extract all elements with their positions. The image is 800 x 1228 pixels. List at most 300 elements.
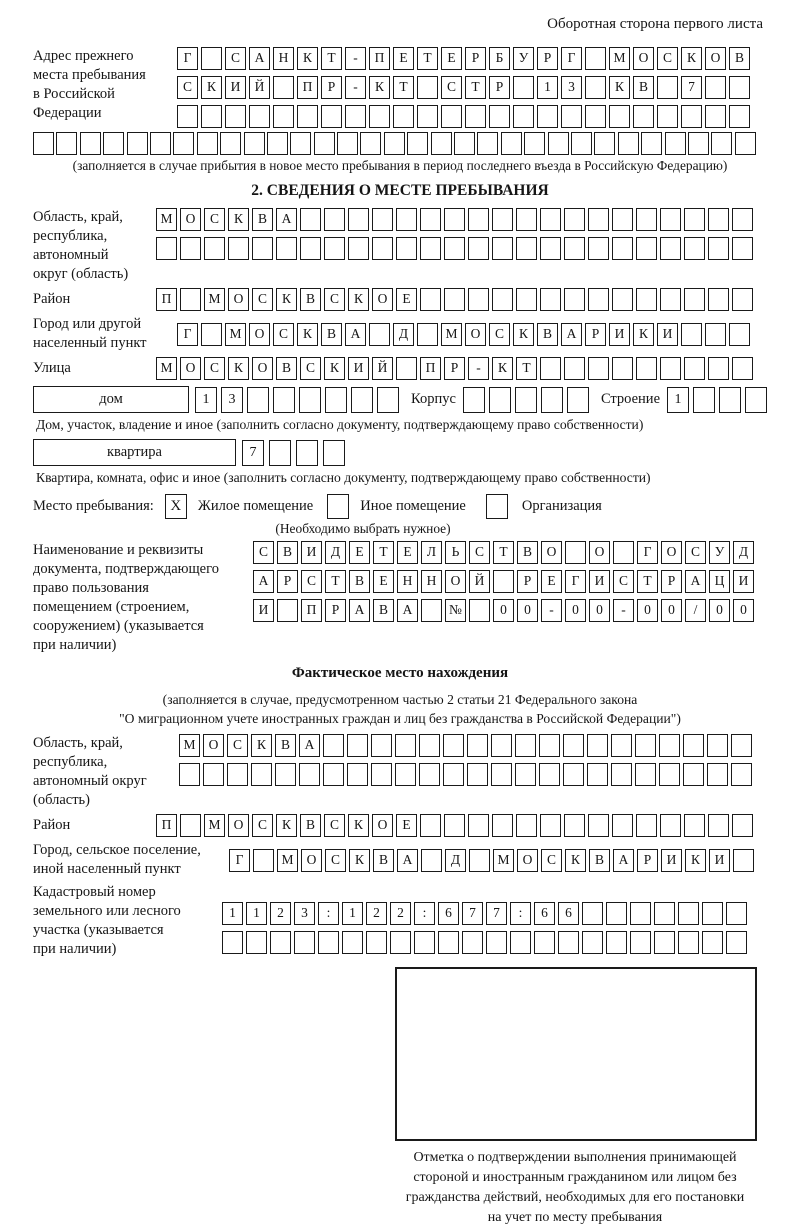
char-cell: Г — [177, 323, 198, 346]
text-line: документа, подтверждающего — [33, 561, 219, 577]
char-cell: К — [228, 357, 249, 380]
char-cell — [372, 208, 393, 231]
char-cell: С — [489, 323, 510, 346]
char-cell: О — [372, 814, 393, 837]
char-cell — [222, 931, 243, 954]
char-cell — [204, 237, 225, 260]
char-cell — [683, 734, 704, 757]
char-cell: М — [225, 323, 246, 346]
char-cell — [321, 105, 342, 128]
char-cell: Р — [465, 47, 486, 70]
char-cell — [684, 357, 705, 380]
char-cell — [469, 599, 490, 622]
char-cell: О — [517, 849, 538, 872]
char-cell — [729, 76, 750, 99]
char-cell: А — [253, 570, 274, 593]
stamp-caption — [363, 1148, 787, 1228]
char-cell: Т — [321, 47, 342, 70]
char-cell — [540, 288, 561, 311]
char-cell — [347, 734, 368, 757]
char-cell — [567, 387, 589, 413]
char-cell — [390, 931, 411, 954]
text-line: населенный пункт — [33, 335, 147, 351]
char-cell — [469, 849, 490, 872]
char-cell — [347, 763, 368, 786]
char-cell — [296, 440, 318, 466]
char-cell — [636, 237, 657, 260]
char-cell — [708, 288, 729, 311]
char-grid-row — [177, 323, 750, 346]
char-cell: О — [705, 47, 726, 70]
field-gorod — [33, 315, 767, 353]
char-cell: 2 — [390, 902, 411, 925]
char-cell — [275, 763, 296, 786]
char-cell — [688, 132, 709, 155]
char-cell — [419, 734, 440, 757]
char-cell: В — [321, 323, 342, 346]
char-cell: О — [180, 357, 201, 380]
text-line: (заполняется в случае, предусмотренном частью 2 статьи 21 Федерального закона — [162, 692, 638, 707]
char-cell: С — [301, 570, 322, 593]
char-cell: В — [252, 208, 273, 231]
text-line: право пользования — [33, 580, 149, 596]
char-cell — [201, 105, 222, 128]
char-cell: А — [397, 849, 418, 872]
gorod-label — [33, 315, 156, 353]
char-cell — [491, 763, 512, 786]
char-cell: С — [252, 814, 273, 837]
char-cell: С — [225, 47, 246, 70]
char-cell: 0 — [517, 599, 538, 622]
char-cell: Т — [417, 47, 438, 70]
char-cell: О — [203, 734, 224, 757]
char-cell: Й — [249, 76, 270, 99]
char-cell: О — [633, 47, 654, 70]
char-cell: Т — [493, 541, 514, 564]
char-cell — [565, 541, 586, 564]
char-cell — [541, 387, 563, 413]
char-cell: 7 — [486, 902, 507, 925]
char-cell — [462, 931, 483, 954]
char-cell — [705, 76, 726, 99]
char-cell — [582, 931, 603, 954]
char-cell: Р — [321, 76, 342, 99]
char-cell: С — [324, 814, 345, 837]
char-cell — [618, 132, 639, 155]
stroenie-cells — [667, 387, 767, 413]
oblast-label — [33, 208, 156, 284]
char-cell — [660, 237, 681, 260]
page-side-note: Оборотная сторона первого листа — [547, 16, 763, 32]
char-cell — [540, 814, 561, 837]
char-cell — [463, 387, 485, 413]
char-cell: О — [541, 541, 562, 564]
char-cell — [467, 734, 488, 757]
fact-oblast-label — [33, 734, 156, 810]
char-cell — [659, 763, 680, 786]
char-cell — [612, 237, 633, 260]
char-cell — [323, 440, 345, 466]
char-cell: Т — [393, 76, 414, 99]
option-label-zhiloe: Жилое помещение — [197, 498, 314, 514]
char-cell — [731, 763, 752, 786]
char-cell — [732, 288, 753, 311]
char-cell: М — [204, 288, 225, 311]
field-document — [33, 541, 767, 655]
char-cell — [251, 763, 272, 786]
char-cell — [681, 105, 702, 128]
char-cell — [492, 237, 513, 260]
char-cell — [606, 902, 627, 925]
char-cell — [417, 105, 438, 128]
char-cell: К — [324, 357, 345, 380]
char-cell — [267, 132, 288, 155]
char-cell — [707, 734, 728, 757]
char-cell — [636, 814, 657, 837]
dom-caption: Дом, участок, владение и иное (заполнить согласно документу, подтверждающему право собственности) — [36, 417, 644, 432]
char-grid-row — [253, 541, 754, 564]
char-grid-row — [179, 763, 752, 786]
text-line: участка (указывается — [33, 922, 164, 938]
char-cell: О — [180, 208, 201, 231]
char-cell — [660, 208, 681, 231]
char-cell — [705, 105, 726, 128]
char-cell — [325, 387, 347, 413]
field-fact-gorod — [33, 841, 767, 879]
char-cell: У — [513, 47, 534, 70]
char-cell — [636, 208, 657, 231]
char-cell — [444, 237, 465, 260]
char-cell: А — [349, 599, 370, 622]
char-cell: В — [537, 323, 558, 346]
char-cell — [300, 237, 321, 260]
char-cell — [377, 387, 399, 413]
char-cell — [351, 387, 373, 413]
char-cell — [396, 237, 417, 260]
char-grid-row — [156, 208, 753, 231]
char-cell: С — [273, 323, 294, 346]
char-cell: Т — [637, 570, 658, 593]
char-cell: 0 — [589, 599, 610, 622]
char-cell — [420, 288, 441, 311]
char-cell — [468, 288, 489, 311]
char-cell — [419, 763, 440, 786]
char-cell — [80, 132, 101, 155]
char-cell: И — [609, 323, 630, 346]
char-cell — [493, 570, 514, 593]
char-cell: А — [397, 599, 418, 622]
char-cell — [228, 237, 249, 260]
text-line: в Российской — [33, 86, 115, 102]
char-cell: Е — [541, 570, 562, 593]
checkbox-inoe-pomeshchenie — [327, 494, 349, 519]
char-cell — [444, 814, 465, 837]
char-cell: Р — [489, 76, 510, 99]
char-cell: С — [227, 734, 248, 757]
char-cell — [563, 734, 584, 757]
kvartira-label-box: квартира — [33, 439, 236, 466]
char-cell: М — [156, 357, 177, 380]
char-cell — [324, 208, 345, 231]
char-cell: - — [613, 599, 634, 622]
char-cell — [227, 763, 248, 786]
char-cell — [665, 132, 686, 155]
char-cell — [564, 288, 585, 311]
char-cell: А — [249, 47, 270, 70]
char-cell — [729, 105, 750, 128]
text-line: при наличии) — [33, 941, 117, 957]
char-cell — [729, 323, 750, 346]
char-cell — [342, 931, 363, 954]
text-line: при наличии) — [33, 637, 117, 653]
ulitsa-label: Улица — [33, 360, 71, 376]
char-cell: П — [156, 814, 177, 837]
char-cell — [732, 357, 753, 380]
char-cell: Ц — [709, 570, 730, 593]
char-cell — [513, 76, 534, 99]
char-cell — [731, 734, 752, 757]
char-cell — [515, 387, 537, 413]
char-cell — [708, 208, 729, 231]
char-cell: Д — [393, 323, 414, 346]
char-cell — [384, 132, 405, 155]
char-cell — [732, 814, 753, 837]
char-cell: Д — [733, 541, 754, 564]
char-cell — [348, 237, 369, 260]
char-cell — [635, 763, 656, 786]
char-cell: О — [228, 288, 249, 311]
text-line: автономный округ — [33, 773, 147, 789]
field-ulitsa — [33, 357, 767, 380]
char-cell — [612, 208, 633, 231]
char-cell: Р — [277, 570, 298, 593]
korpus-cells — [463, 387, 589, 413]
char-cell — [641, 132, 662, 155]
char-cell — [719, 387, 741, 413]
char-cell — [465, 105, 486, 128]
char-cell: 2 — [270, 902, 291, 925]
char-cell: В — [373, 599, 394, 622]
char-cell — [611, 734, 632, 757]
char-cell: К — [276, 814, 297, 837]
char-cell: Г — [637, 541, 658, 564]
char-cell — [318, 931, 339, 954]
char-cell — [726, 902, 747, 925]
char-cell — [564, 814, 585, 837]
text-line: гражданства действий, необходимых для его постановки — [405, 1190, 745, 1205]
fact-gorod-label — [33, 841, 223, 879]
char-cell — [270, 931, 291, 954]
char-cell — [563, 763, 584, 786]
text-line: республика, — [33, 754, 108, 770]
stroenie-label: Строение — [600, 391, 660, 407]
field-rayon — [33, 288, 767, 311]
char-grid-row — [229, 849, 754, 872]
char-cell — [708, 814, 729, 837]
char-cell — [539, 763, 560, 786]
kvartira-caption: Квартира, комната, офис и иное (заполнить согласно документу, подтверждающему право собственности) — [36, 470, 651, 485]
char-cell: 7 — [242, 440, 264, 466]
char-cell — [612, 288, 633, 311]
char-cell: С — [300, 357, 321, 380]
char-cell — [708, 357, 729, 380]
char-cell: С — [324, 288, 345, 311]
char-cell — [443, 734, 464, 757]
text-line: автономный — [33, 247, 109, 263]
char-cell: Т — [325, 570, 346, 593]
char-cell — [564, 237, 585, 260]
char-cell: № — [445, 599, 466, 622]
char-cell — [636, 288, 657, 311]
text-line: республика, — [33, 228, 108, 244]
char-cell — [585, 105, 606, 128]
char-cell: П — [420, 357, 441, 380]
char-cell: Г — [565, 570, 586, 593]
char-cell: 1 — [667, 387, 689, 413]
char-cell: 0 — [709, 599, 730, 622]
mesto-label: Место пребывания: — [33, 498, 154, 514]
char-cell: 7 — [462, 902, 483, 925]
char-cell: А — [561, 323, 582, 346]
char-cell — [585, 76, 606, 99]
char-cell: В — [373, 849, 394, 872]
char-cell: 1 — [537, 76, 558, 99]
char-cell — [491, 734, 512, 757]
char-cell — [657, 105, 678, 128]
char-cell — [702, 931, 723, 954]
choose-note: (Необходимо выбрать нужное) — [275, 521, 451, 536]
char-cell: С — [253, 541, 274, 564]
char-cell — [177, 105, 198, 128]
char-cell: Г — [177, 47, 198, 70]
char-cell — [513, 105, 534, 128]
char-cell: В — [277, 541, 298, 564]
char-cell: О — [661, 541, 682, 564]
char-cell — [127, 132, 148, 155]
document-label — [33, 541, 253, 655]
char-cell — [431, 132, 452, 155]
char-cell: Е — [349, 541, 370, 564]
char-cell — [180, 814, 201, 837]
char-cell — [273, 105, 294, 128]
field-fact-oblast — [33, 734, 767, 810]
prev-address-note: (заполняется в случае прибытия в новое место пребывания в период последнего въезда в Российскую Федерацию) — [72, 158, 728, 173]
char-cell — [548, 132, 569, 155]
char-cell: К — [565, 849, 586, 872]
text-line: иной населенный пункт — [33, 861, 181, 877]
char-cell — [678, 931, 699, 954]
char-cell: 1 — [246, 902, 267, 925]
char-cell: 0 — [733, 599, 754, 622]
char-cell: Р — [325, 599, 346, 622]
char-cell: О — [228, 814, 249, 837]
text-line: (область) — [33, 792, 90, 808]
char-grid-row — [179, 734, 752, 757]
char-cell — [371, 763, 392, 786]
char-cell — [421, 849, 442, 872]
char-cell: М — [441, 323, 462, 346]
char-cell: К — [685, 849, 706, 872]
char-cell: О — [589, 541, 610, 564]
char-cell: П — [156, 288, 177, 311]
char-cell — [711, 132, 732, 155]
char-cell: К — [228, 208, 249, 231]
kvartira-row — [33, 439, 767, 466]
char-cell: И — [348, 357, 369, 380]
field-oblast — [33, 208, 767, 284]
char-cell — [492, 814, 513, 837]
char-grid-row — [177, 105, 750, 128]
char-cell: Е — [397, 541, 418, 564]
char-cell — [693, 387, 715, 413]
char-cell — [588, 237, 609, 260]
char-grid-row — [253, 599, 754, 622]
text-line: Отметка о подтверждении выполнения принимающей — [413, 1150, 737, 1165]
char-cell: 0 — [565, 599, 586, 622]
text-line: на учет по месту пребывания — [487, 1210, 663, 1225]
char-cell: Г — [561, 47, 582, 70]
text-line: помещением (строением, — [33, 599, 190, 615]
char-cell — [369, 323, 390, 346]
char-cell — [290, 132, 311, 155]
char-cell: В — [300, 288, 321, 311]
char-cell — [588, 357, 609, 380]
char-cell — [468, 208, 489, 231]
char-cell: 3 — [294, 902, 315, 925]
char-cell — [252, 237, 273, 260]
char-cell — [587, 763, 608, 786]
char-cell — [395, 763, 416, 786]
char-cell: Г — [229, 849, 250, 872]
rayon-label: Район — [33, 291, 71, 307]
char-cell: И — [589, 570, 610, 593]
char-cell — [612, 357, 633, 380]
text-line: Область, край, — [33, 735, 123, 751]
char-cell: М — [493, 849, 514, 872]
char-cell — [683, 763, 704, 786]
option-label-organizatsiya: Организация — [521, 498, 602, 514]
char-cell — [299, 387, 321, 413]
char-cell — [323, 763, 344, 786]
char-cell — [684, 814, 705, 837]
char-cell: И — [657, 323, 678, 346]
char-cell — [468, 814, 489, 837]
char-cell — [273, 387, 295, 413]
char-cell — [635, 734, 656, 757]
mesto-prebyvaniya-row — [33, 494, 767, 519]
stamp-area-box — [395, 967, 757, 1141]
char-cell: С — [177, 76, 198, 99]
char-cell — [588, 288, 609, 311]
char-cell — [582, 902, 603, 925]
char-cell — [733, 849, 754, 872]
char-cell: К — [297, 323, 318, 346]
char-cell — [516, 208, 537, 231]
char-cell: - — [345, 47, 366, 70]
text-line: Область, край, — [33, 209, 123, 225]
char-cell — [297, 105, 318, 128]
char-cell — [681, 323, 702, 346]
char-cell — [660, 288, 681, 311]
char-cell — [179, 763, 200, 786]
char-cell — [299, 763, 320, 786]
text-line: округ (область) — [33, 266, 129, 282]
text-line: стороной и иностранным гражданином или лицом без — [413, 1170, 737, 1185]
char-cell: 6 — [558, 902, 579, 925]
char-cell: М — [204, 814, 225, 837]
char-cell — [444, 288, 465, 311]
char-cell: 0 — [637, 599, 658, 622]
